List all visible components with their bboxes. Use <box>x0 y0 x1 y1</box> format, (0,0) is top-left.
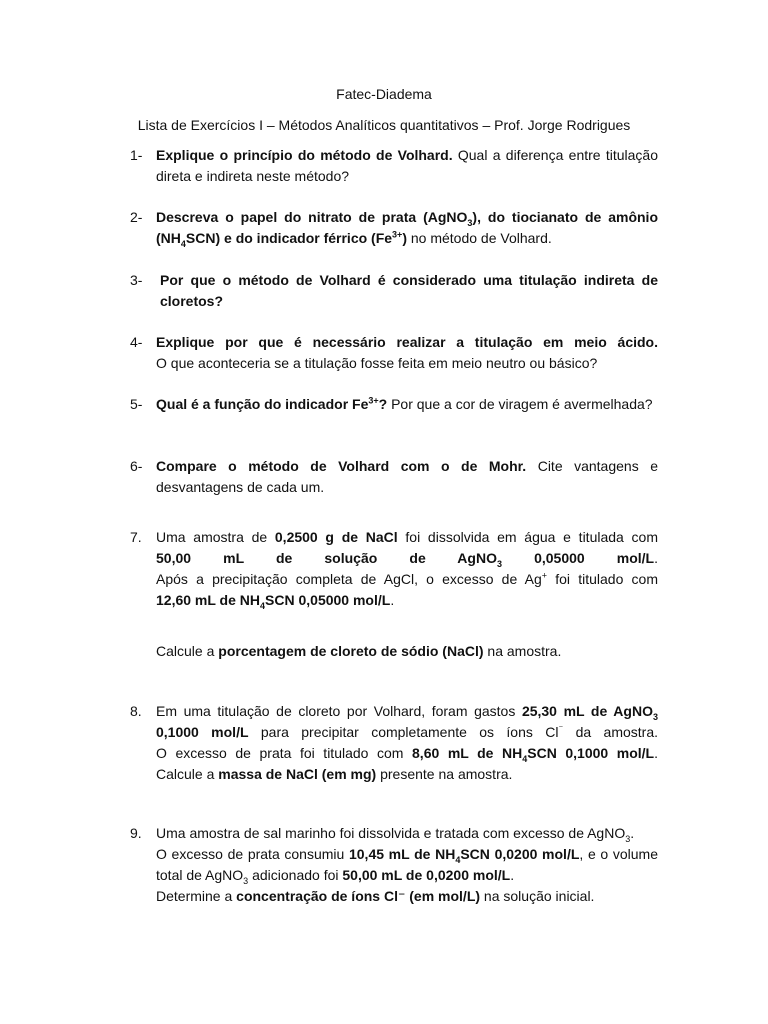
question-text <box>156 456 658 498</box>
bold-text: 0,2500 g de NaCl <box>274 529 398 545</box>
question-number: 2- <box>130 209 143 225</box>
superscript: ⁻ <box>558 723 564 734</box>
subscript: 3 <box>652 711 658 722</box>
superscript: 3+ <box>392 229 403 240</box>
bold-text: 0,05000 mol/L <box>501 550 655 566</box>
question-text <box>160 270 658 312</box>
list-subtitle: Lista de Exercícios I – Métodos Analíticos quantitativos – Prof. Jorge Rodrigues <box>137 117 631 133</box>
text: O que aconteceria se a titulação fosse feita em meio neutro ou básico? <box>156 355 598 371</box>
text: . <box>390 592 395 608</box>
question-number: 8. <box>130 703 142 719</box>
superscript: 3+ <box>368 395 379 406</box>
text: . <box>654 550 658 566</box>
text: Cite vantagens e desvantagens de cada um. <box>156 458 658 495</box>
question-4 <box>130 332 658 374</box>
question-number: 7. <box>130 529 142 545</box>
subscript: 3 <box>467 217 473 228</box>
text: para precipitar completamente os íons Cl <box>248 724 559 740</box>
bold-text: 10,45 mL de NH <box>348 846 456 862</box>
question-text <box>156 207 658 249</box>
question-2 <box>130 207 658 249</box>
text: . <box>654 745 658 761</box>
bold-text: ) <box>402 230 407 246</box>
text: Calcule a <box>156 766 219 782</box>
text: Uma amostra de <box>156 529 275 545</box>
bold-text: concentração de íons Cl⁻ (em mol/L) <box>236 888 481 904</box>
question-number: 6- <box>130 458 143 474</box>
text: . <box>630 825 635 841</box>
text: Qual a diferença entre titulação direta e indireta neste método? <box>156 147 658 184</box>
bold-text: ), do tiocianato de amônio (NH <box>156 209 659 246</box>
text: . <box>510 867 515 883</box>
question-8 <box>130 701 658 785</box>
question-number: 5- <box>130 396 143 412</box>
bold-text: 50,00 mL de 0,0200 mol/L <box>342 867 511 883</box>
question-3 <box>130 270 658 312</box>
question-6 <box>130 456 658 498</box>
question-1 <box>130 145 658 187</box>
text: Após a precipitação completa de AgCl, o excesso de Ag <box>156 571 542 587</box>
subscript: 3 <box>496 558 502 569</box>
subscript: 3 <box>243 875 249 886</box>
question-text <box>156 701 658 785</box>
bold-text: SCN 0,1000 mol/L <box>527 745 655 761</box>
question-number: 9. <box>130 825 142 841</box>
text: no método de Volhard. <box>406 230 552 246</box>
question-number: 1- <box>130 147 143 163</box>
subscript: 4 <box>522 753 528 764</box>
text: O excesso de prata consumiu <box>156 846 349 862</box>
question-number: 3- <box>130 272 143 288</box>
text: da amostra. <box>563 724 658 740</box>
text: na solução inicial. <box>480 888 595 904</box>
bold-text: SCN 0,05000 mol/L <box>265 592 391 608</box>
question-text <box>156 394 658 415</box>
question-text <box>156 527 658 662</box>
question-5 <box>130 394 658 415</box>
text: foi titulado com <box>547 571 658 587</box>
bold-text: Descreva o papel do nitrato de prata (AgNO <box>156 209 468 225</box>
bold-text: Por que o método de Volhard é considerado uma titulação indireta de cloretos? <box>160 272 658 309</box>
bold-text: Explique por que é necessário realizar a titulação em meio ácido. <box>156 334 658 350</box>
bold-text: Explique o princípio do método de Volhard. <box>156 147 453 163</box>
text: adicionado foi <box>248 867 343 883</box>
bold-text: 50,00 mL de solução de AgNO <box>156 550 497 566</box>
bold-text: porcentagem de cloreto de sódio (NaCl) <box>218 643 484 659</box>
question-text <box>156 145 658 187</box>
text: Em uma titulação de cloreto por Volhard, foram gastos <box>156 703 522 719</box>
text: foi dissolvida em água e titulada com <box>397 529 659 545</box>
text: na amostra. <box>483 643 562 659</box>
text: , e o volume total de AgNO <box>156 846 658 883</box>
subscript: 3 <box>625 833 631 844</box>
text: presente na amostra. <box>376 766 513 782</box>
text: Calcule a <box>156 643 219 659</box>
question-7 <box>130 527 658 662</box>
question-number: 4- <box>130 334 143 350</box>
bold-text: SCN 0,0200 mol/L <box>460 846 580 862</box>
question-9 <box>130 823 658 907</box>
text: O excesso de prata foi titulado com <box>156 745 413 761</box>
question-text <box>156 823 658 907</box>
text: Por que a cor de viragem é avermelhada? <box>387 396 653 412</box>
bold-text: SCN) e do indicador férrico (Fe <box>185 230 393 246</box>
bold-text: 8,60 mL de NH <box>412 745 523 761</box>
subscript: 4 <box>455 854 461 865</box>
institution-title: Fatec-Diadema <box>336 86 432 102</box>
bold-text: 25,30 mL de AgNO <box>521 703 653 719</box>
superscript: + <box>541 570 548 581</box>
bold-text: 0,1000 mol/L <box>156 724 249 740</box>
subscript: 4 <box>260 600 266 611</box>
bold-text: Qual é a função do indicador Fe <box>156 396 369 412</box>
bold-text: Compare o método de Volhard com o de Mohr. <box>156 458 527 474</box>
text: Uma amostra de sal marinho foi dissolvida e tratada com excesso de AgNO <box>156 825 626 841</box>
bold-text: 12,60 mL de NH <box>156 592 261 608</box>
question-text <box>156 332 658 374</box>
text: Determine a <box>156 888 237 904</box>
subscript: 4 <box>180 238 186 249</box>
bold-text: massa de NaCl (em mg) <box>218 766 377 782</box>
bold-text: ? <box>378 396 388 412</box>
